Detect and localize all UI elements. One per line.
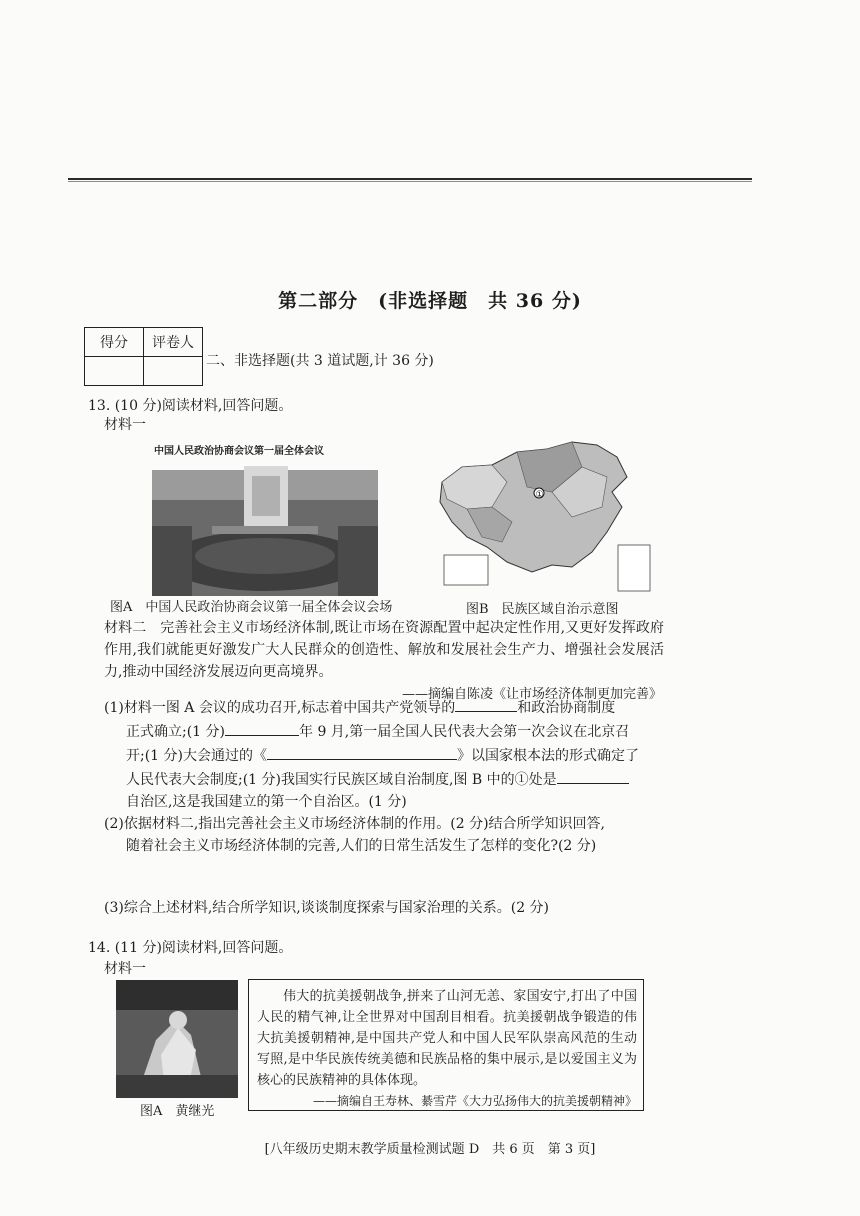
q14-box-text: 伟大的抗美援朝战争,拼来了山河无恙、家国安宁,打出了中国人民的精气神,让全世界对中国刮目相看。抗美援朝战争锻造的伟大抗美援朝精神,是中国共产党人和中国人民军队崇高风范的生动写照,是中华民族传统美德和民族品格的集中展示,是以爱国主义为核心的民族精神的具体体现。	[257, 989, 637, 1088]
blank-4[interactable]	[557, 767, 629, 784]
map-marker: ①	[535, 490, 544, 500]
grader-cell[interactable]	[144, 357, 203, 386]
cppcc-meeting-photo	[152, 436, 378, 596]
ethnic-autonomy-map	[432, 437, 658, 597]
sub1-text-e: 开;(1 分)大会通过的《	[126, 748, 267, 764]
caption-figure-b: 图B 民族区域自治示意图	[466, 602, 619, 617]
q14-material-box	[248, 979, 644, 1111]
sub1-line1	[104, 695, 664, 719]
q13-material1-label: 材料一	[104, 417, 146, 433]
q14-caption-a: 图A 黄继光	[140, 1104, 215, 1119]
section-heading: 二、非选择题(共 3 道试题,计 36 分)	[206, 353, 434, 369]
q14-box-source: ——摘编自王寿林、綦雪芹《大力弘扬伟大的抗美援朝精神》	[312, 1094, 637, 1108]
sub1-text-f: 》以国家根本法的形式确定了	[457, 748, 639, 764]
q13-subquestions	[104, 695, 664, 919]
sub1-line3	[104, 743, 664, 767]
top-rule	[68, 178, 752, 180]
page-footer: [八年级历史期末教学质量检测试题 D 共 6 页 第 3 页]	[264, 1142, 596, 1157]
blank-1[interactable]	[455, 695, 517, 712]
photo-banner-text: 中国人民政治协商会议第一届全体会议	[154, 446, 324, 457]
material2-source: ——摘编自陈凌《让市场经济体制更加完善》	[401, 687, 662, 702]
blank-2[interactable]	[225, 719, 299, 736]
grader-header: 评卷人	[144, 328, 203, 357]
sub1-text-b: 和政治协商制度	[517, 700, 616, 716]
sub1-line4	[104, 767, 664, 791]
score-header: 得分	[85, 328, 144, 357]
sub3-line: (3)综合上述材料,结合所学知识,谈谈制度探索与国家治理的关系。(2 分)	[104, 900, 550, 916]
answer-space-2[interactable]	[104, 857, 664, 897]
sub1-text-g: 人民代表大会制度;(1 分)我国实行民族区域自治制度,图 B 中的①处是	[126, 772, 557, 788]
sub1-text-a: (1)材料一图 A 会议的成功召开,标志着中国共产党领导的	[104, 700, 456, 716]
q13-material2	[104, 617, 664, 683]
material2-text: 完善社会主义市场经济体制,既让市场在资源配置中起决定性作用,又更好发挥政府作用,我们就能更好激发广大人民群众的创造性、解放和发展社会生产力、增强社会发展活力,推动中国经济发展迈向更高境界。	[104, 620, 665, 680]
score-cell[interactable]	[85, 357, 144, 386]
q13-stem: 13. (10 分)阅读材料,回答问题。	[88, 398, 293, 414]
sub1-line5: 自治区,这是我国建立的第一个自治区。(1 分)	[126, 794, 407, 810]
blank-3[interactable]	[267, 743, 457, 760]
material2-label: 材料二	[104, 620, 147, 636]
sub2-line2: 随着社会主义市场经济体制的完善,人们的日常生活发生了怎样的变化?(2 分)	[126, 838, 597, 854]
q14-material1-label: 材料一	[104, 961, 146, 977]
part-title: 第二部分 (非选择题 共 36 分)	[278, 290, 582, 312]
sub2-line1: (2)依据材料二,指出完善社会主义市场经济体制的作用。(2 分)结合所学知识回答,	[104, 816, 606, 832]
top-rule-thin	[68, 181, 752, 182]
huang-jiguang-photo	[116, 980, 238, 1098]
caption-figure-a: 图A 中国人民政治协商会议第一届全体会议会场	[110, 600, 393, 615]
score-table	[84, 327, 203, 386]
sub1-text-d: 年 9 月,第一届全国人民代表大会第一次会议在北京召	[299, 724, 630, 740]
q14-stem: 14. (11 分)阅读材料,回答问题。	[88, 940, 293, 956]
sub1-line2	[104, 719, 664, 743]
sub1-text-c: 正式确立;(1 分)	[126, 724, 225, 740]
